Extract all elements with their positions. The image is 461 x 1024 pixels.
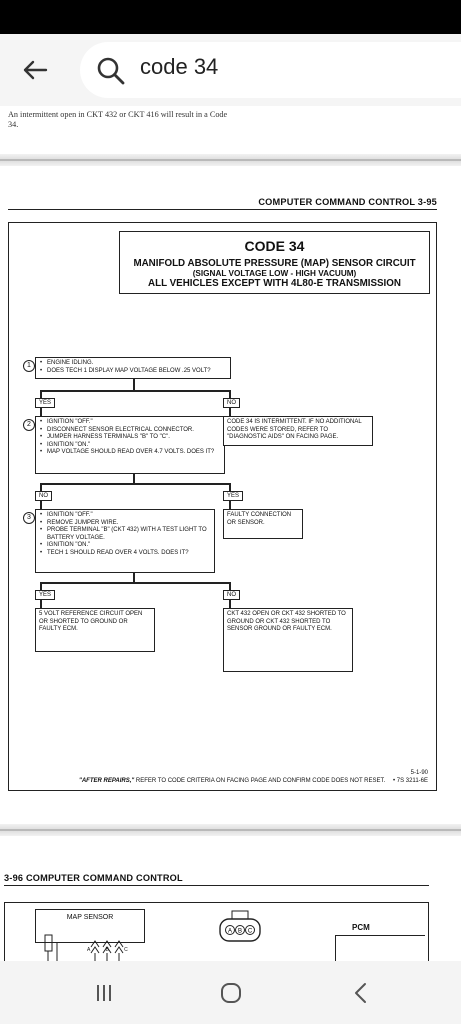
yes-label: YES bbox=[35, 590, 55, 600]
connector bbox=[40, 501, 42, 509]
step-1-item: • ENGINE IDLING. bbox=[39, 360, 227, 368]
step-1-box bbox=[35, 357, 231, 379]
step-3-item: • REMOVE JUMPER WIRE. bbox=[39, 520, 211, 528]
step-3-item: • IGNITION "ON." bbox=[39, 542, 211, 550]
search-header bbox=[0, 34, 461, 106]
pcm-label: PCM bbox=[352, 923, 370, 932]
after-repairs-note bbox=[79, 778, 385, 784]
connector bbox=[40, 600, 42, 608]
search-field[interactable] bbox=[80, 42, 461, 98]
step-3-box bbox=[35, 509, 215, 573]
step-3-item: • IGNITION "OFF." bbox=[39, 512, 211, 520]
home-icon bbox=[219, 981, 243, 1005]
no-label: NO bbox=[223, 398, 240, 408]
recents-icon bbox=[93, 982, 115, 1004]
code-title: CODE 34 bbox=[244, 238, 305, 254]
connector bbox=[40, 582, 42, 590]
connector bbox=[229, 483, 231, 491]
flowchart-frame bbox=[8, 222, 437, 791]
search-query-text[interactable]: code 34 bbox=[140, 54, 219, 79]
title-line-2: (SIGNAL VOLTAGE LOW - HIGH VACUUM) bbox=[192, 269, 357, 278]
step-3-item: • TECH 1 SHOULD READ OVER 4 VOLTS. DOES IT? bbox=[39, 550, 211, 558]
step-2-box bbox=[35, 416, 225, 474]
connector bbox=[40, 390, 230, 392]
footer-date bbox=[393, 769, 428, 785]
pin-labels: A B C bbox=[87, 947, 135, 953]
connector bbox=[40, 390, 42, 398]
connector bbox=[229, 408, 231, 416]
wiring-diagram bbox=[4, 902, 429, 961]
pcm-box bbox=[335, 935, 425, 961]
title-line-3: ALL VEHICLES EXCEPT WITH 4L80-E TRANSMISSION bbox=[148, 278, 401, 289]
page-separator bbox=[0, 824, 461, 836]
document-image bbox=[0, 106, 461, 961]
result-ref-circuit-box: 5 VOLT REFERENCE CIRCUIT OPEN OR SHORTED TO GROUND OR FAULTY ECM. bbox=[35, 608, 155, 652]
map-sensor-label: MAP SENSOR bbox=[66, 914, 114, 921]
sensor-wiring-graphic bbox=[43, 925, 153, 961]
back-button[interactable] bbox=[12, 50, 58, 90]
status-bar bbox=[0, 0, 461, 34]
no-label: NO bbox=[223, 590, 240, 600]
page-separator bbox=[0, 154, 461, 166]
step-2-item: • JUMPER HARNESS TERMINALS "B" TO "C". bbox=[39, 434, 221, 442]
connector bbox=[133, 379, 135, 390]
connector bbox=[229, 390, 231, 398]
home-button[interactable] bbox=[211, 979, 251, 1007]
svg-text:A: A bbox=[227, 928, 233, 935]
connector bbox=[40, 483, 42, 491]
step-number-1: 1 bbox=[23, 360, 35, 372]
svg-text:B: B bbox=[237, 928, 243, 935]
recents-button[interactable] bbox=[84, 979, 124, 1007]
no-label: NO bbox=[35, 491, 52, 501]
chart-title-box bbox=[119, 231, 430, 294]
result-intermittent-box: CODE 34 IS INTERMITTENT. IF NO ADDITIONAL CODES WERE STORED, REFER TO "DIAGNOSTIC AIDS" ON FACING PAGE. bbox=[223, 416, 373, 446]
connector bbox=[133, 474, 135, 483]
back-arrow-icon bbox=[22, 59, 48, 81]
connector bbox=[40, 483, 230, 485]
step-number-3: 3 bbox=[23, 512, 35, 524]
connector bbox=[40, 582, 230, 584]
page-fragment-note: An intermittent open in CKT 432 or CKT 416 will result in a Code 34. bbox=[8, 110, 228, 129]
connector-icon bbox=[215, 909, 265, 945]
footer-date-text: 5-1-90 bbox=[410, 770, 428, 776]
header-rule bbox=[8, 209, 437, 210]
connector bbox=[40, 408, 42, 416]
connector bbox=[229, 600, 231, 608]
svg-text:C: C bbox=[247, 928, 253, 935]
title-line-1: MANIFOLD ABSOLUTE PRESSURE (MAP) SENSOR CIRCUIT bbox=[133, 258, 416, 269]
after-repairs-emph: "AFTER REPAIRS," bbox=[79, 778, 135, 784]
nav-back-button[interactable] bbox=[341, 979, 381, 1007]
next-page-header: 3-96 COMPUTER COMMAND CONTROL bbox=[4, 873, 183, 883]
connector bbox=[133, 573, 135, 582]
result-ckt432-box: CKT 432 OPEN OR CKT 432 SHORTED TO GROUND OR CKT 432 SHORTED TO SENSOR GROUND OR FAULTY ECM. bbox=[223, 608, 353, 672]
result-faulty-connection-box: FAULTY CONNECTION OR SENSOR. bbox=[223, 509, 303, 539]
step-2-item: • IGNITION "OFF." bbox=[39, 419, 221, 427]
search-icon bbox=[96, 56, 126, 86]
nav-back-icon bbox=[351, 981, 371, 1005]
yes-label: YES bbox=[223, 491, 243, 501]
step-3-item: • PROBE TERMINAL "B" (CKT 432) WITH A TEST LIGHT TO BATTERY VOLTAGE. bbox=[39, 527, 211, 542]
footer-code-text: • 7S 3211-6E bbox=[392, 778, 428, 784]
page-header: COMPUTER COMMAND CONTROL 3-95 bbox=[258, 197, 437, 207]
connector bbox=[229, 582, 231, 590]
navigation-bar bbox=[0, 961, 461, 1024]
after-repairs-text: REFER TO CODE CRITERIA ON FACING PAGE AND CONFIRM CODE DOES NOT RESET. bbox=[134, 778, 386, 784]
step-number-2: 2 bbox=[23, 419, 35, 431]
step-2-item: • DISCONNECT SENSOR ELECTRICAL CONNECTOR. bbox=[39, 427, 221, 435]
next-page-rule bbox=[4, 885, 429, 886]
step-2-item: • IGNITION "ON." bbox=[39, 442, 221, 450]
step-1-item: • DOES TECH 1 DISPLAY MAP VOLTAGE BELOW .25 VOLT? bbox=[39, 368, 227, 376]
step-2-item: • MAP VOLTAGE SHOULD READ OVER 4.7 VOLTS. DOES IT? bbox=[39, 449, 221, 457]
yes-label: YES bbox=[35, 398, 55, 408]
connector bbox=[229, 501, 231, 509]
